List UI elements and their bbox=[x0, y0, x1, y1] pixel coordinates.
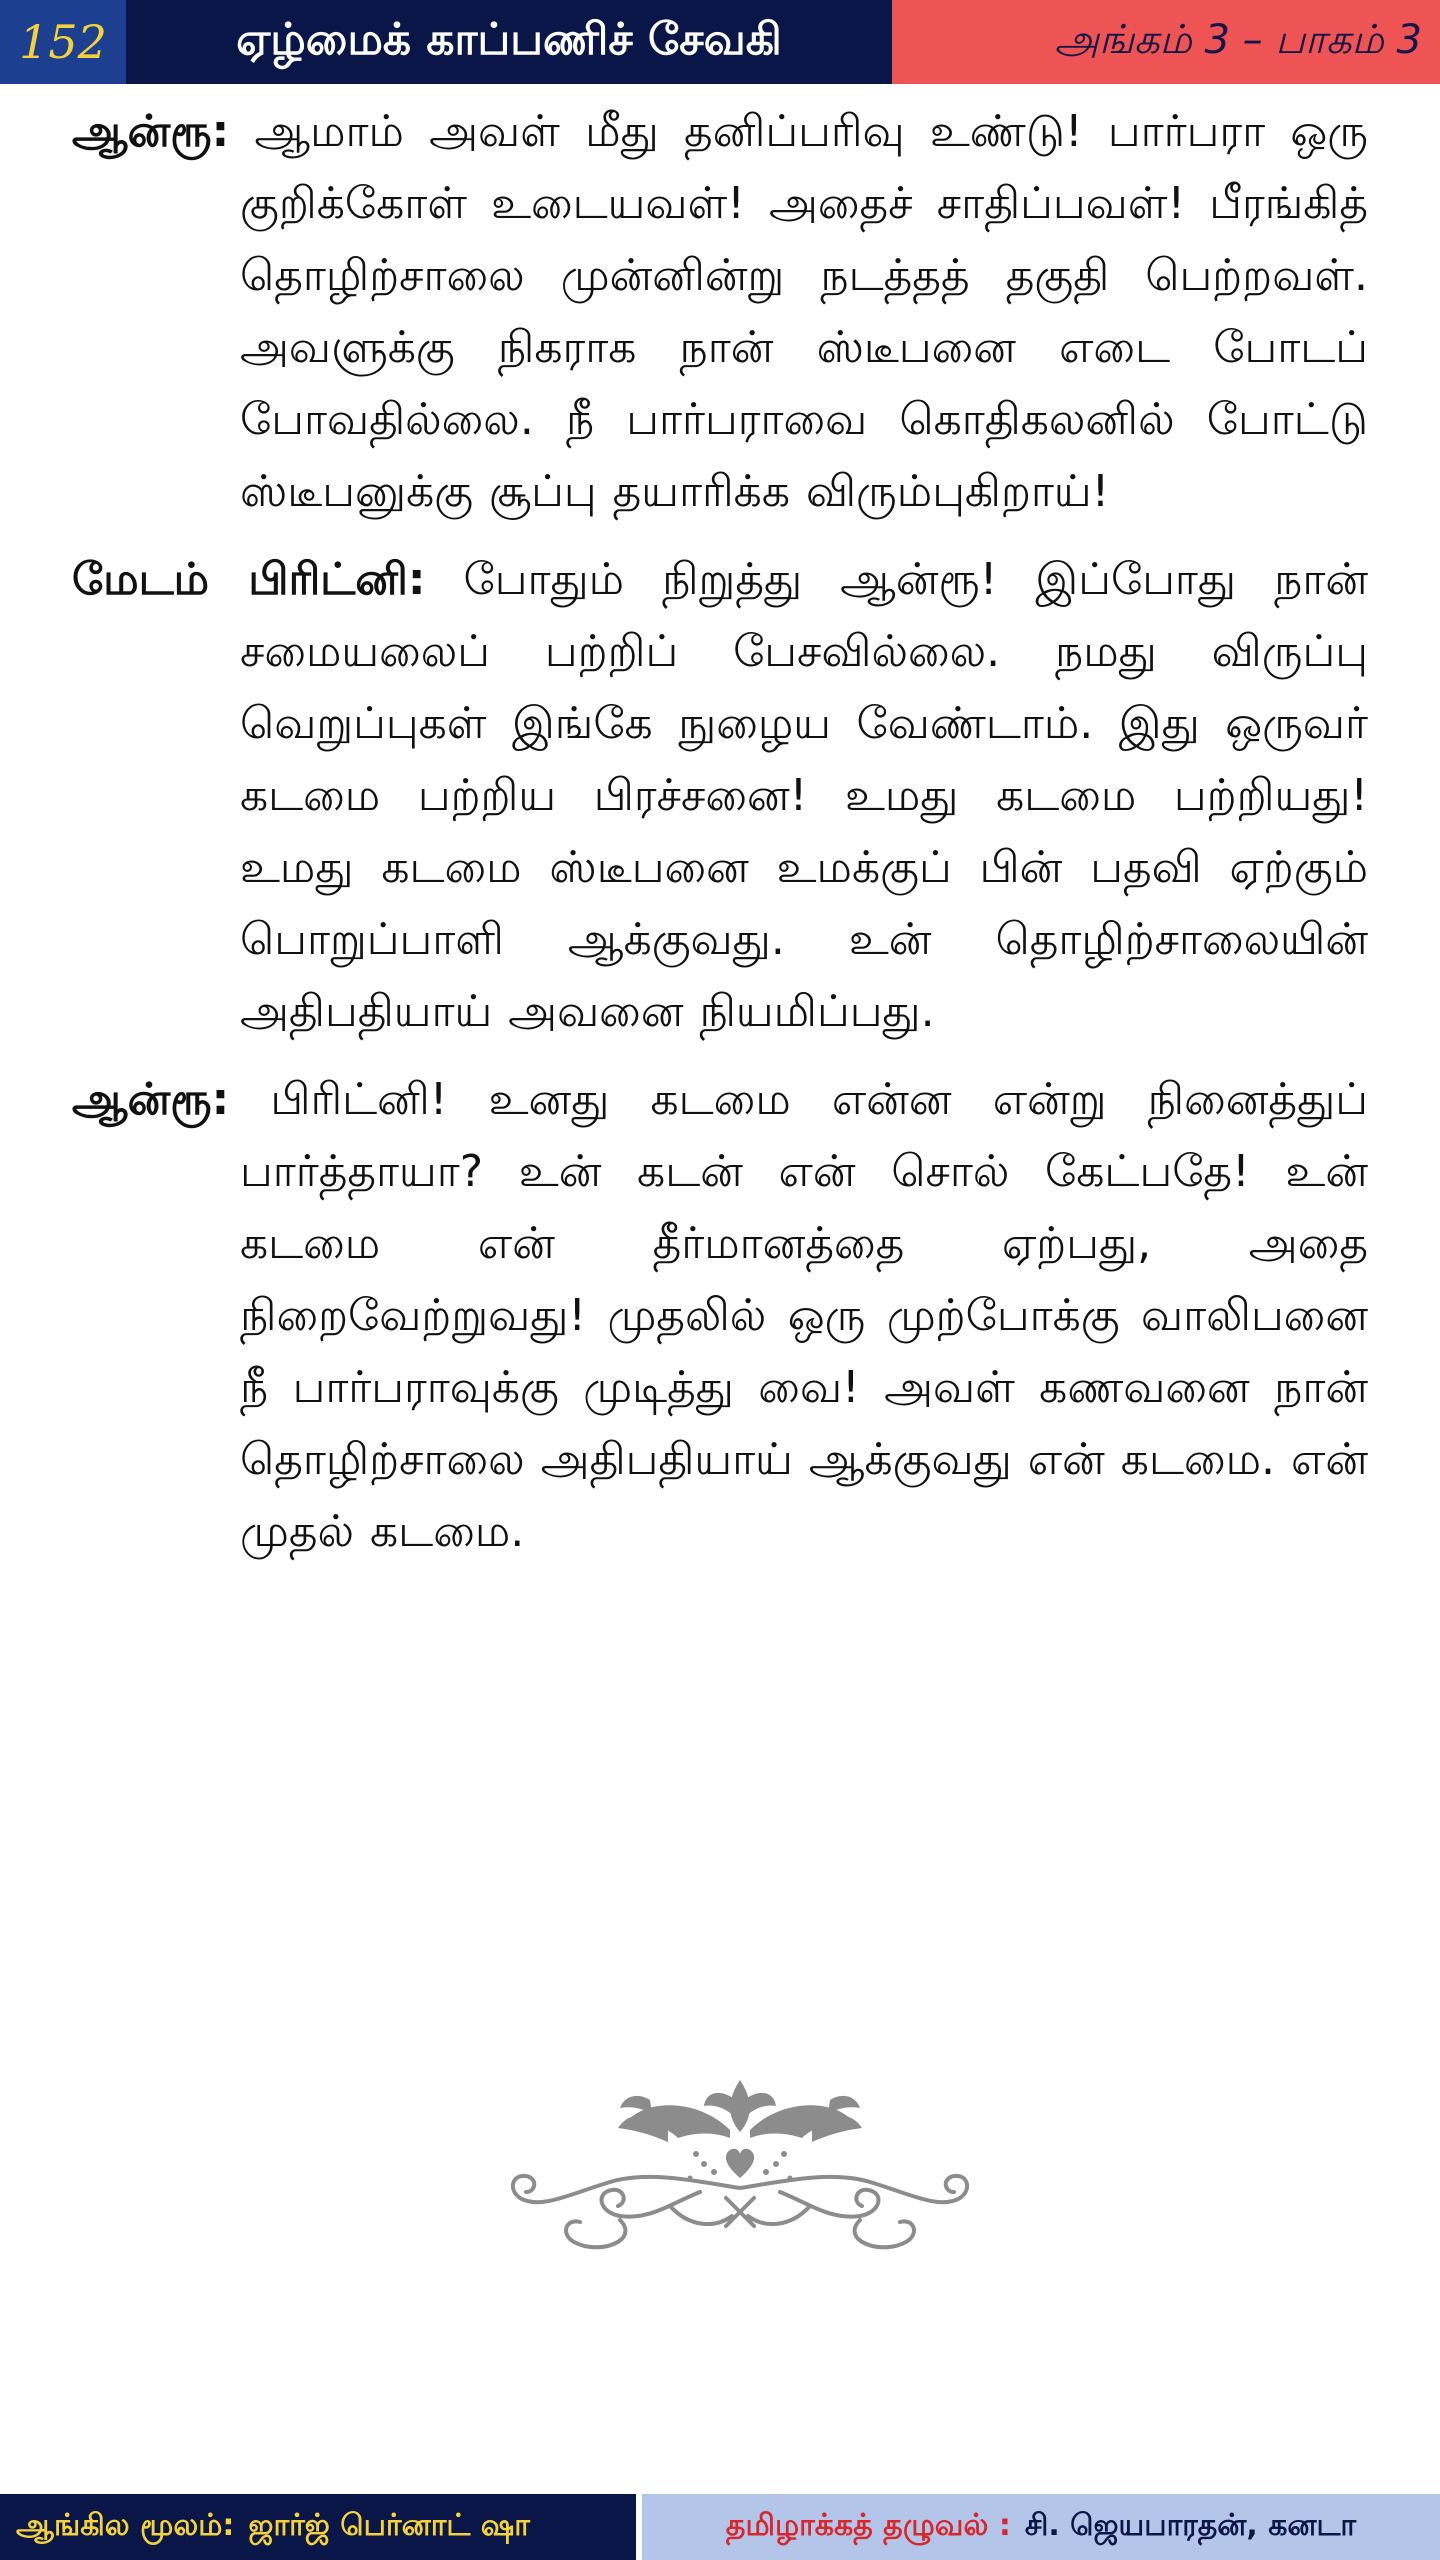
dialogue-text: போதும் நிறுத்து ஆன்ரூ! இப்போது நான் சமையலைப் பற்றிப் பேசவில்லை. நமது விருப்பு வெறுப்புகள் இங்கே நுழைய வேண்டாம். இது ஒருவர் கடமை பற்றிய பிரச்சனை! உமது கடமை பற்றியது! உமது கடமை ஸ்டீபனை உமக்குப் பின் பதவி ஏற்கும் பொறுப்பாளி ஆக்குவது. உன் தொழிற்சாலையின் அதிபதியாய் அவனை நியமிப்பது. bbox=[240, 554, 1368, 1037]
speaker-name: ஆன்ரூ: bbox=[72, 1074, 230, 1125]
floral-flourish-icon bbox=[500, 2070, 980, 2290]
source-credit bbox=[0, 2494, 636, 2560]
translator-name: சி. ஜெயபாரதன், கனடா bbox=[1024, 2507, 1357, 2543]
speaker-name: ஆன்ரூ: bbox=[72, 106, 230, 157]
dialogue-entry bbox=[72, 544, 1368, 1048]
translation-credit bbox=[642, 2494, 1440, 2560]
dialogue-body bbox=[72, 96, 1368, 1584]
act-scene-label: அங்கம் 3 – பாகம் 3 bbox=[892, 0, 1440, 84]
source-author: ஜார்ஜ் பெர்னாட் ஷா bbox=[248, 2507, 530, 2543]
dialogue-text: பிரிட்னி! உனது கடமை என்ன என்று நினைத்துப் பார்த்தாயா? உன் கடன் என் சொல் கேட்பதே! உன் கடமை என் தீர்மானத்தை ஏற்பது, அதை நிறைவேற்றுவது! முதலில் ஒரு முற்போக்கு வாலிபனை நீ பார்பராவுக்கு முடித்து வை! அவள் கணவனை நான் தொழிற்சாலை அதிபதியாய் ஆக்குவது என் கடமை. என் முதல் கடமை. bbox=[240, 1074, 1369, 1557]
dialogue-text: ஆமாம் அவள் மீது தனிப்பரிவு உண்டு! பார்பரா ஒரு குறிக்கோள் உடையவள்! அதைச் சாதிப்பவள்! பீரங்கித் தொழிற்சாலை முன்னின்று நடத்தத் தகுதி பெற்றவள். அவளுக்கு நிகராக நான் ஸ்டீபனை எடை போடப் போவதில்லை. நீ பார்பராவை கொதிகலனில் போட்டு ஸ்டீபனுக்கு சூப்பு தயாரிக்க விரும்புகிறாய்! bbox=[240, 106, 1368, 517]
dialogue-entry bbox=[72, 1064, 1368, 1568]
dialogue-entry bbox=[72, 96, 1368, 528]
page-footer bbox=[0, 2494, 1440, 2560]
page-header bbox=[0, 0, 1440, 84]
book-title: ஏழ்மைக் காப்பணிச் சேவகி bbox=[126, 0, 892, 84]
source-label: ஆங்கில மூலம்: bbox=[16, 2507, 235, 2543]
page-number: 152 bbox=[0, 0, 126, 84]
translation-label: தமிழாக்கத் தழுவல் : bbox=[725, 2507, 1011, 2543]
speaker-name: மேடம் பிரிட்னி: bbox=[72, 554, 426, 605]
